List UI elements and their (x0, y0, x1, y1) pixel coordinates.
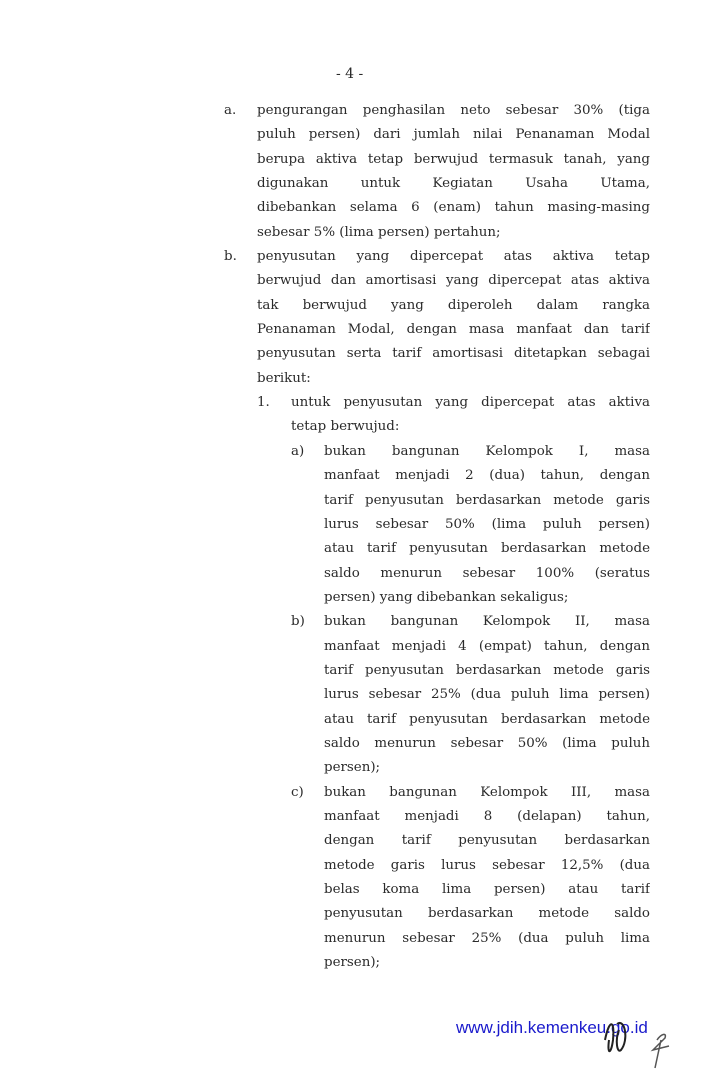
text-line: berupa aktiva tetap berwujud termasuk tanah, yang (257, 151, 650, 167)
text-line: atau tarif penyusutan berdasarkan metode (324, 711, 650, 727)
text-line: saldo menurun sebesar 100% (seratus (324, 565, 650, 581)
list-item (224, 781, 650, 976)
text-line: metode garis lurus sebesar 12,5% (dua (324, 857, 650, 873)
text-line: Penanaman Modal, dengan masa manfaat dan tarif (257, 322, 650, 338)
list-item-text (291, 391, 650, 440)
text-line: saldo menurun sebesar 50% (lima puluh (324, 735, 650, 751)
text-line: bukan bangunan Kelompok I, masa (324, 443, 650, 459)
text-line: untuk penyusutan yang dipercepat atas aktiva (291, 395, 650, 411)
initials-signature-icon (595, 1010, 675, 1070)
text-line: tarif penyusutan berdasarkan metode garis (324, 492, 650, 508)
text-line: persen) yang dibebankan sekaligus; (324, 589, 569, 605)
list-item-text (257, 245, 650, 391)
text-line: lurus sebesar 50% (lima puluh persen) (324, 516, 650, 532)
text-line: berikut: (257, 370, 311, 386)
list-marker: b) (291, 614, 305, 630)
list-item-text (324, 440, 650, 610)
list-item (224, 99, 650, 245)
text-line: penyusutan berdasarkan metode saldo (324, 906, 650, 922)
jdih-website-link[interactable]: www.jdih.kemenkeu.go.id (456, 1018, 648, 1037)
list-item-text (324, 610, 650, 780)
list-item-text (324, 781, 650, 976)
text-line: manfaat menjadi 8 (delapan) tahun, (324, 808, 650, 824)
text-line: tetap berwujud: (291, 419, 400, 435)
list-item (224, 440, 650, 610)
text-line: penyusutan serta tarif amortisasi ditetapkan sebagai (257, 346, 650, 362)
list-item-text (257, 99, 650, 245)
text-line: digunakan untuk Kegiatan Usaha Utama, (257, 176, 650, 192)
list-item (224, 245, 650, 391)
text-line: lurus sebesar 25% (dua puluh lima persen) (324, 687, 650, 703)
text-line: sebesar 5% (lima persen) pertahun; (257, 224, 501, 240)
text-line: dibebankan selama 6 (enam) tahun masing-masing (257, 200, 650, 216)
text-line: persen); (324, 760, 381, 776)
text-line: persen); (324, 955, 381, 971)
text-line: puluh persen) dari jumlah nilai Penanaman Modal (257, 127, 650, 143)
text-line: menurun sebesar 25% (dua puluh lima (324, 930, 650, 946)
list-marker: a. (224, 103, 237, 118)
list-marker: 1. (257, 395, 270, 411)
text-line: tak berwujud yang diperoleh dalam rangka (257, 297, 650, 313)
text-line: dengan tarif penyusutan berdasarkan (324, 833, 650, 849)
list-item (224, 610, 650, 780)
text-line: belas koma lima persen) atau tarif (324, 882, 650, 897)
text-line: berwujud dan amortisasi yang dipercepat atas aktiva (257, 273, 650, 289)
list-marker: b. (224, 249, 237, 265)
text-line: penyusutan yang dipercepat atas aktiva tetap (257, 249, 650, 265)
text-line: bukan bangunan Kelompok II, masa (324, 614, 650, 630)
page-number: - 4 - (336, 66, 364, 82)
document-body (224, 99, 650, 975)
text-line: tarif penyusutan berdasarkan metode garis (324, 662, 650, 678)
text-line: manfaat menjadi 2 (dua) tahun, dengan (324, 468, 650, 484)
list-marker: c) (291, 784, 304, 800)
text-line: pengurangan penghasilan neto sebesar 30% (tiga (257, 103, 650, 118)
text-line: bukan bangunan Kelompok III, masa (324, 784, 650, 800)
list-marker: a) (291, 443, 305, 459)
text-line: atau tarif penyusutan berdasarkan metode (324, 541, 650, 557)
text-line: manfaat menjadi 4 (empat) tahun, dengan (324, 638, 650, 654)
list-item (224, 391, 650, 440)
